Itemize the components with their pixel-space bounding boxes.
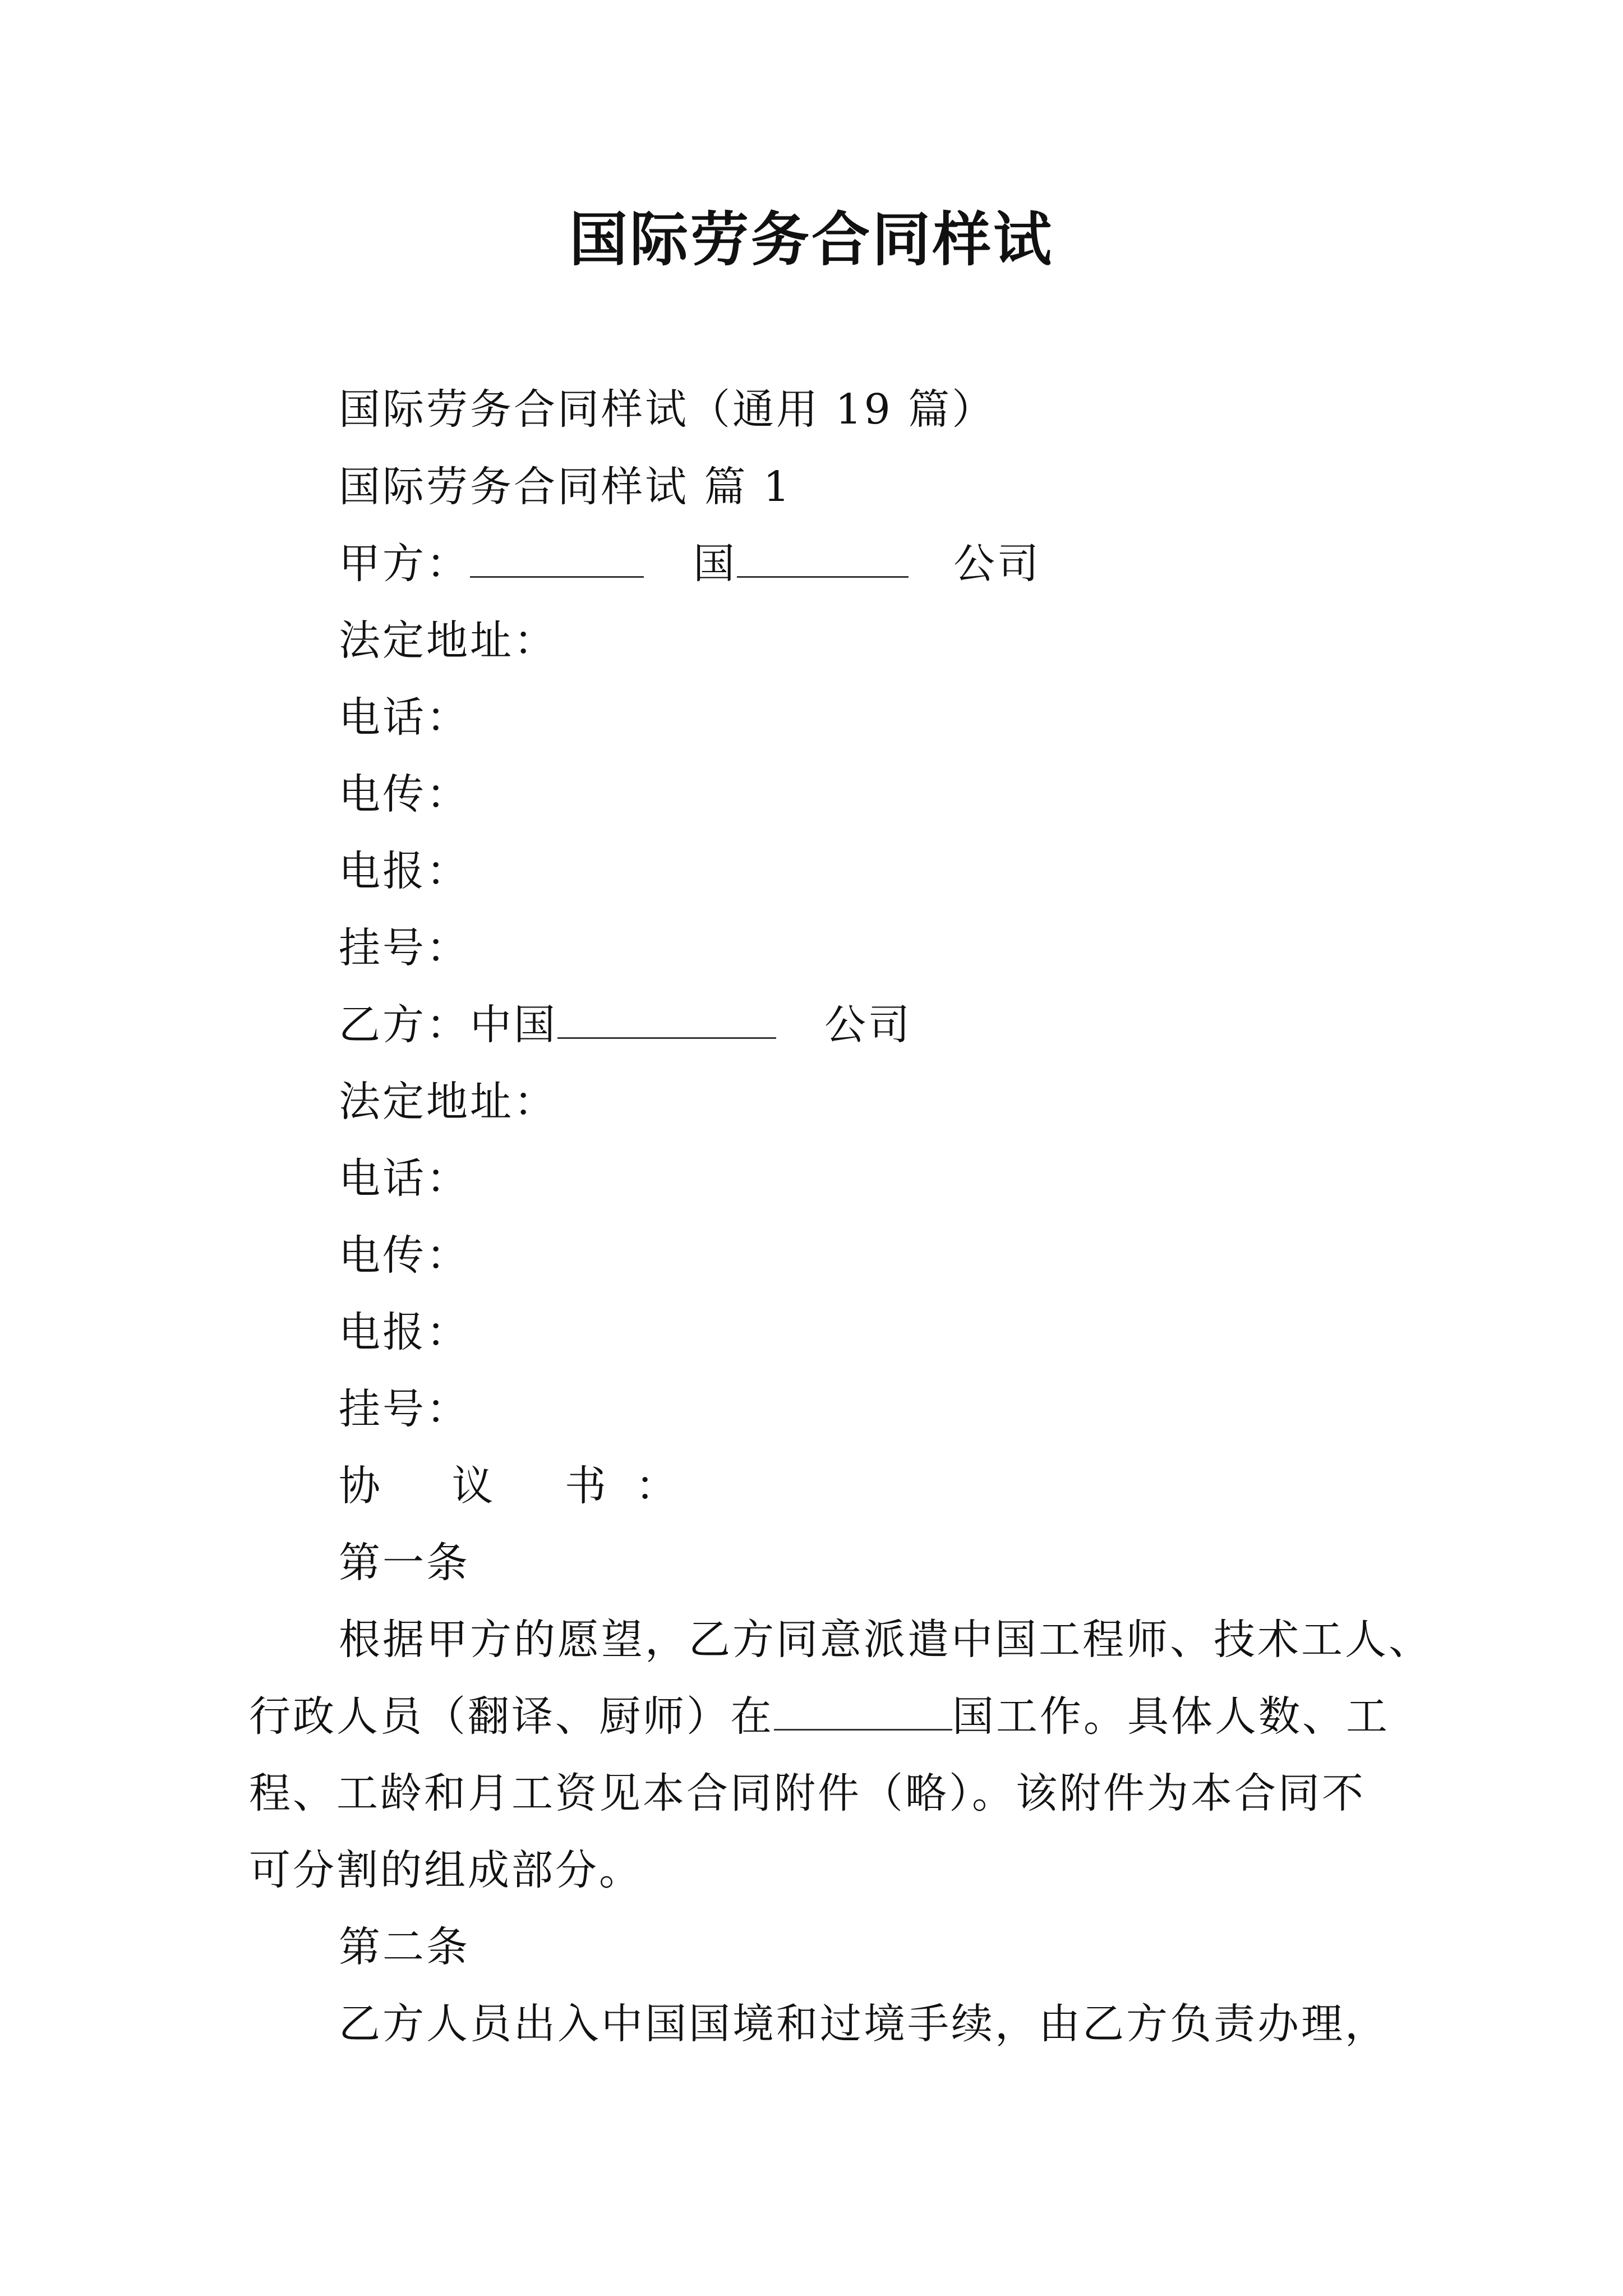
article-1-line-3: 程、工龄和月工资见本合同附件（略）。该附件为本合同不 (249, 1769, 1366, 1818)
party-b-label: 乙方：中国 (339, 1001, 557, 1049)
document-subtitle: 国际劳务合同样试（通用 19 篇） (339, 385, 996, 434)
party-b-address: 法定地址： (339, 1078, 557, 1126)
document-title: 国际劳务合同样试 (569, 205, 1054, 274)
party-a-country-blank (470, 539, 644, 578)
article-1-heading: 第一条 (339, 1539, 470, 1587)
party-a-registered: 挂号： (339, 924, 470, 972)
party-a-label: 甲方： (339, 540, 470, 588)
party-a-fax: 电传： (339, 770, 470, 818)
party-b-company-suffix: 公司 (824, 1001, 912, 1049)
party-b-company-blank (557, 1000, 776, 1039)
article-1-line-2-end: 国工作。具体人数、工 (952, 1692, 1390, 1741)
agreement-label: 协 议 书： (339, 1462, 707, 1510)
party-a-phone: 电话： (339, 693, 470, 742)
party-a-country-suffix: 国 (693, 540, 737, 588)
article-1-line-4: 可分割的组成部分。 (249, 1846, 643, 1894)
section-heading: 国际劳务合同样试 篇 1 (339, 463, 792, 511)
party-b-fax: 电传： (339, 1231, 470, 1280)
article-2-heading: 第二条 (339, 1923, 470, 1971)
party-a-telegram: 电报： (339, 847, 470, 895)
article-1-country-blank (774, 1692, 952, 1731)
article-1-line-2-start: 行政人员（翻译、厨师）在 (249, 1692, 774, 1741)
party-a-company-suffix: 公司 (953, 540, 1041, 588)
party-b-line (339, 997, 912, 1053)
party-a-company-blank (737, 539, 909, 578)
article-1-line-2 (249, 1688, 1390, 1745)
party-b-registered: 挂号： (339, 1385, 470, 1433)
party-b-phone: 电话： (339, 1154, 470, 1203)
party-a-line (339, 536, 1041, 592)
article-1-line-1: 根据甲方的愿望，乙方同意派遣中国工程师、技术工人、 (339, 1616, 1432, 1664)
article-2-line-1: 乙方人员出入中国国境和过境手续，由乙方负责办理， (339, 2000, 1389, 2048)
party-b-telegram: 电报： (339, 1308, 470, 1356)
party-a-address: 法定地址： (339, 616, 557, 665)
